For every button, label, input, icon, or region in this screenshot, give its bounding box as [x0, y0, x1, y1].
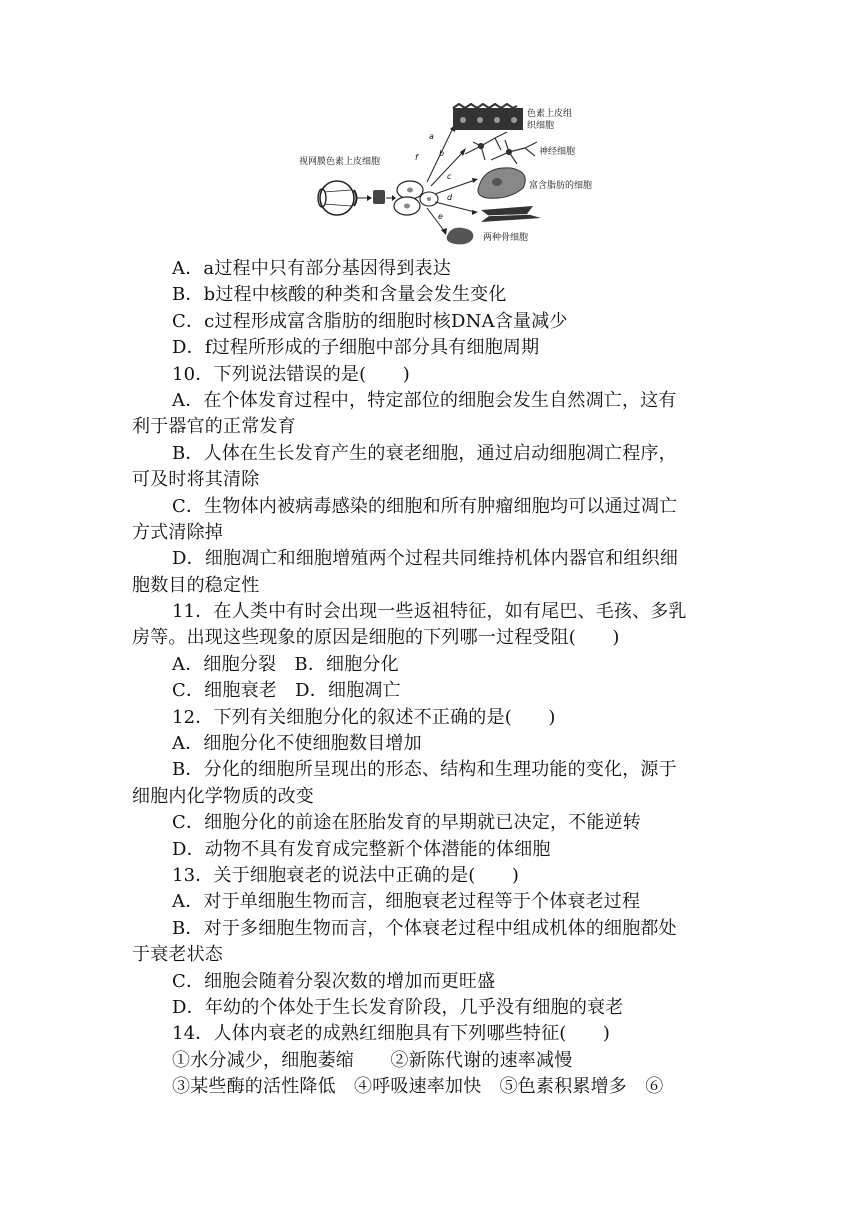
q13-option-c: C．细胞会随着分裂次数的增加而更旺盛	[172, 970, 496, 992]
q10-option-b-line1: B．人体在生长发育产生的衰老细胞，通过启动细胞凋亡程序，	[172, 442, 677, 464]
q12-option-b-line2: 细胞内化学物质的改变	[132, 785, 314, 807]
q10-option-c-line2: 方式清除掉	[132, 521, 223, 543]
q12-option-c: C．细胞分化的前途在胚胎发育的早期就已决定，不能逆转	[172, 812, 641, 834]
q13-stem: 13．关于细胞衰老的说法中正确的是( )	[172, 864, 520, 886]
q10-option-a-line1: A．在个体发育过程中，特定部位的细胞会发生自然凋亡，这有	[172, 389, 677, 411]
q10-option-a-line2: 利于器官的正常发育	[132, 416, 296, 438]
q10-option-c-line1: C．生物体内被病毒感染的细胞和所有肿瘤细胞均可以通过凋亡	[172, 495, 678, 517]
eye-drawing	[318, 181, 357, 215]
label-bone-cells: 两种骨细胞	[483, 233, 529, 243]
process-letter-c: c	[447, 172, 452, 181]
q10-stem: 10．下列说法错误的是( )	[172, 363, 410, 385]
label-nerve-cell: 神经细胞	[539, 147, 576, 157]
label-fat-cell: 富含脂肪的细胞	[529, 181, 593, 191]
process-letter-f: f	[415, 153, 418, 162]
question-text	[132, 256, 732, 1101]
q13-option-d: D．年幼的个体处于生长发育阶段，几乎没有细胞的衰老	[172, 996, 624, 1018]
label-pigment-epithelium-2: 织细胞	[527, 121, 555, 131]
process-letter-b: b	[439, 149, 445, 158]
q14-stem: 14．人体内衰老的成熟红细胞具有下列哪些特征( )	[172, 1023, 611, 1045]
label-pigment-epithelium-1: 色素上皮组	[527, 109, 573, 119]
process-letter-a: a	[429, 132, 434, 141]
q9-option-c: C．c过程形成富含脂肪的细胞时核DNA含量减少	[172, 310, 568, 332]
q10-option-b-line2: 可及时将其清除	[132, 469, 260, 491]
q11-options-ab: A．细胞分裂 B．细胞分化	[172, 653, 399, 675]
q12-option-d: D．动物不具有发育成完整新个体潜能的体细胞	[172, 838, 551, 860]
label-retinal-pigment-cell: 视网膜色素上皮细胞	[299, 157, 381, 167]
q14-features-1-2: ①水分减少，细胞萎缩 ②新陈代谢的速率减慢	[172, 1049, 573, 1071]
pigment-cell-shape	[373, 190, 385, 204]
pigment-epithelium-drawing	[453, 104, 523, 130]
q13-option-b-line2: 于衰老状态	[132, 944, 223, 966]
diagram-svg	[295, 102, 595, 252]
q14-features-3-6: ③某些酶的活性降低 ④呼吸速率加快 ⑤色素积累增多 ⑥	[172, 1076, 664, 1098]
q10-option-d-line1: D．细胞凋亡和细胞增殖两个过程共同维持机体内器官和组织细	[172, 548, 679, 570]
q13-option-a: A．对于单细胞生物而言，细胞衰老过程等于个体衰老过程	[172, 891, 641, 913]
q9-option-b: B．b过程中核酸的种类和含量会发生变化	[172, 284, 507, 306]
fat-cell-drawing	[478, 168, 525, 198]
q13-option-b-line1: B．对于多细胞生物而言，个体衰老过程中组成机体的细胞都处	[172, 917, 677, 939]
q11-options-cd: C．细胞衰老 D．细胞凋亡	[172, 680, 401, 702]
q12-stem: 12．下列有关细胞分化的叙述不正确的是( )	[172, 706, 556, 728]
cell-differentiation-diagram	[295, 102, 595, 252]
q12-option-a: A．细胞分化不使细胞数目增加	[172, 733, 422, 755]
process-letter-e: e	[438, 212, 443, 221]
q11-stem-line2: 房等。出现这些现象的原因是细胞的下列哪一过程受阻( )	[132, 627, 620, 649]
q9-option-a: A．a过程中只有部分基因得到表达	[172, 258, 451, 279]
nerve-cells-drawing	[465, 132, 537, 164]
q10-option-d-line2: 胞数目的稳定性	[132, 574, 260, 596]
q11-stem-line1: 11．在人类中有时会出现一些返祖特征，如有尾巴、毛孩、多乳	[172, 601, 687, 623]
q12-option-b-line1: B．分化的细胞所呈现出的形态、结构和生理功能的变化，源于	[172, 759, 677, 781]
q9-option-d: D．f过程所形成的子细胞中部分具有细胞周期	[172, 337, 540, 359]
process-letter-d: d	[447, 193, 453, 202]
